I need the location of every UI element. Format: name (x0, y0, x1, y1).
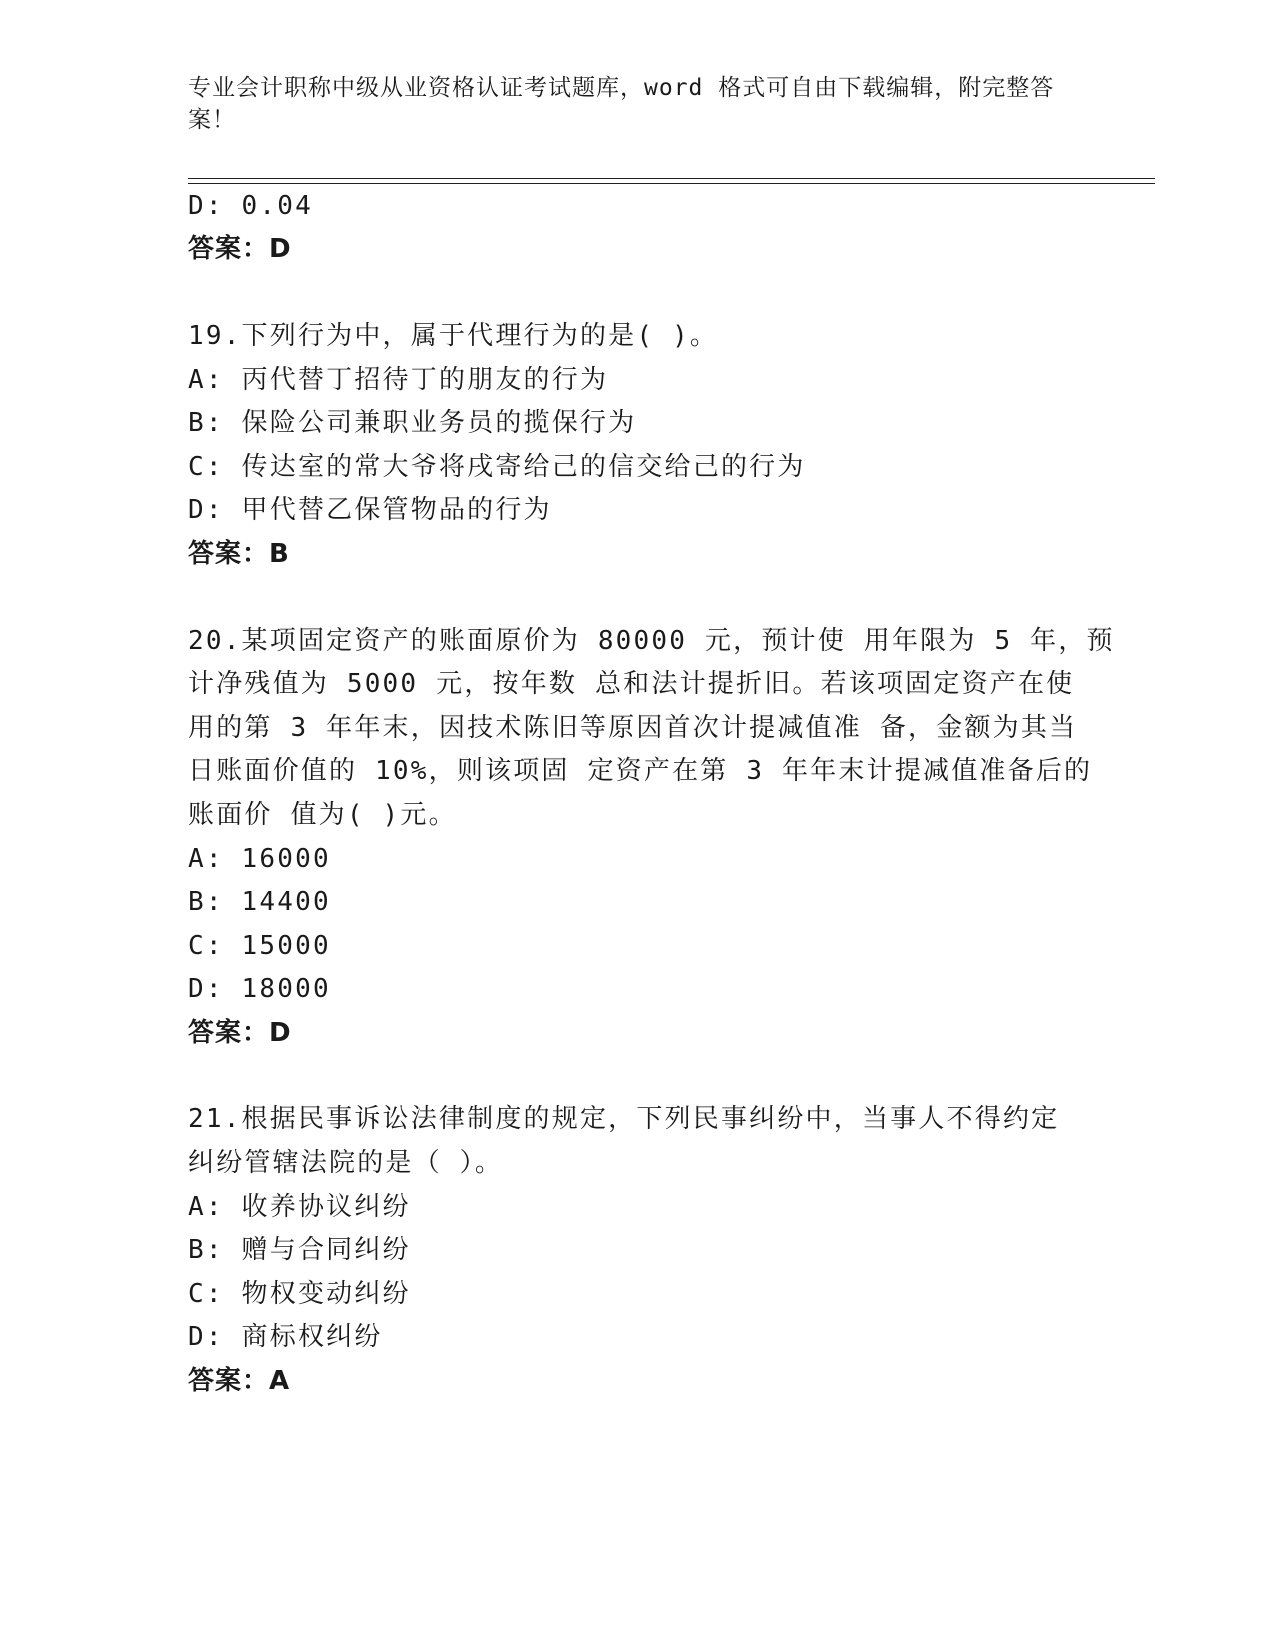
q20-option-b: B: 14400 (188, 887, 331, 917)
q21-stem-line-2: 纠纷管辖法院的是（ ）。 (188, 1148, 504, 1178)
q21-stem-line-1: 21.根据民事诉讼法律制度的规定，下列民事纠纷中，当事人不得约定 (188, 1104, 1060, 1134)
q19-option-a: A: 丙代替丁招待丁的朋友的行为 (188, 365, 609, 395)
header-line-1: 专业会计职称中级从业资格认证考试题库，word 格式可自由下载编辑，附完整答 (188, 75, 1055, 101)
header-divider-top (188, 178, 1155, 179)
q21-option-b: B: 赠与合同纠纷 (188, 1235, 411, 1265)
header-divider-bottom (188, 183, 1155, 184)
q19-option-c: C: 传达室的常大爷将戌寄给己的信交给己的行为 (188, 452, 806, 482)
q20-option-c: C: 15000 (188, 931, 331, 961)
q20-stem-line-1: 20.某项固定资产的账面原价为 80000 元，预计使 用年限为 5 年，预 (188, 626, 1115, 656)
q21-option-a: A: 收养协议纠纷 (188, 1192, 411, 1222)
q18-answer: 答案：D (188, 234, 292, 264)
q21-answer: 答案：A (188, 1366, 291, 1396)
q21-option-c: C: 物权变动纠纷 (188, 1279, 411, 1309)
q21-option-d: D: 商标权纠纷 (188, 1322, 383, 1352)
header-line-2: 案！ (188, 107, 236, 133)
q20-stem-line-4: 日账面价值的 10%，则该项固 定资产在第 3 年年末计提减值准备后的 (188, 756, 1093, 786)
q20-option-d: D: 18000 (188, 974, 331, 1004)
q20-stem-line-2: 计净残值为 5000 元，按年数 总和法计提折旧。若该项固定资产在使 (188, 669, 1075, 699)
q18-option-d: D: 0.04 (188, 191, 313, 221)
q19-stem: 19.下列行为中，属于代理行为的是( )。 (188, 321, 719, 351)
q20-option-a: A: 16000 (188, 844, 331, 874)
q20-stem-line-3: 用的第 3 年年末，因技术陈旧等原因首次计提减值准 备，金额为其当 (188, 713, 1078, 743)
q19-answer: 答案：B (188, 539, 290, 569)
q20-answer: 答案：D (188, 1018, 292, 1048)
page-header (188, 72, 1068, 136)
q19-option-d: D: 甲代替乙保管物品的行为 (188, 495, 552, 525)
q20-stem-line-5: 账面价 值为( )元。 (188, 800, 457, 830)
q19-option-b: B: 保险公司兼职业务员的揽保行为 (188, 408, 637, 438)
